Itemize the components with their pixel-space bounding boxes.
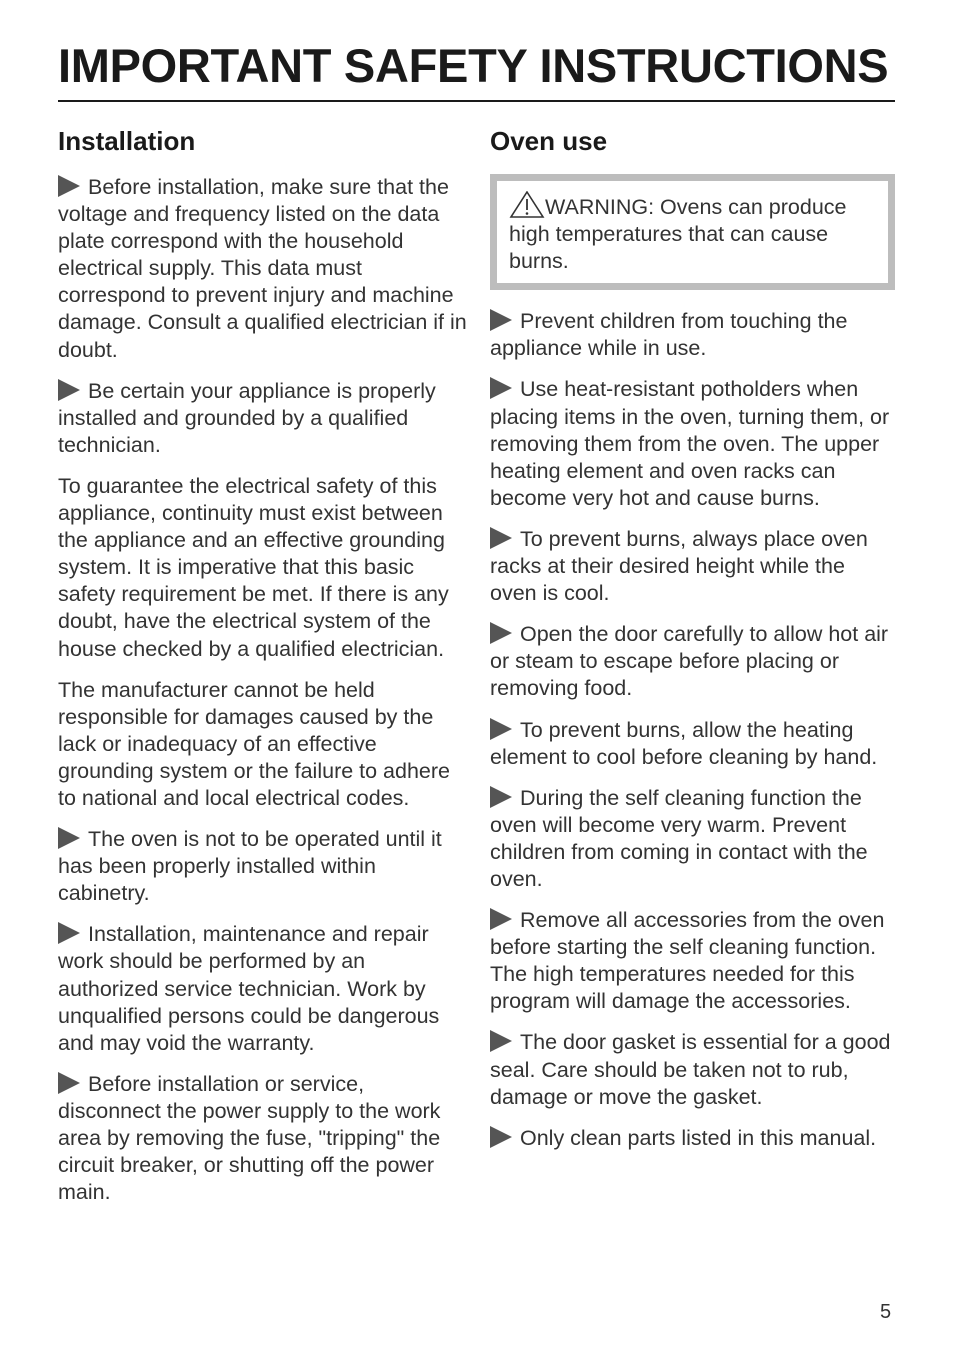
paragraph-text: Before installation or service, disconnect the power supply to the work area by removing the fuse, "tripping" the circuit breaker, or shutting off the power main. [58, 1071, 441, 1205]
oven-use-paragraph [490, 1125, 895, 1152]
paragraph-text: Be certain your appliance is properly installed and grounded by a qualified technician. [58, 378, 436, 457]
paragraph-text: Installation, maintenance and repair work should be performed by an authorized service technician. Work by unqualified persons could be dangerous and may void the warranty. [58, 922, 440, 1055]
bullet-arrow-icon [490, 309, 512, 331]
installation-paragraph [58, 921, 468, 1056]
paragraph-text: Prevent children from touching the appliance while in use. [490, 309, 848, 361]
installation-paragraph [58, 677, 468, 812]
installation-paragraph [58, 826, 468, 907]
paragraph-text: To prevent burns, always place oven racks at their desired height while the oven is cool. [490, 526, 868, 606]
oven-use-paragraph [490, 526, 895, 607]
oven-use-heading: Oven use [490, 126, 608, 156]
bullet-arrow-icon [490, 1126, 512, 1148]
installation-paragraph [58, 174, 468, 364]
installation-column [58, 124, 468, 1220]
oven-use-column [490, 124, 895, 1166]
oven-use-paragraph [490, 1029, 895, 1110]
warning-text [509, 191, 876, 275]
bullet-arrow-icon [490, 718, 512, 740]
paragraph-text: Open the door carefully to allow hot air or steam to escape before placing or removing food. [490, 622, 889, 701]
bullet-arrow-icon [490, 908, 512, 930]
paragraph-text: Only clean parts listed in this manual. [520, 1125, 877, 1150]
paragraph-text: The oven is not to be operated until it has been properly installed within cabinetry. [58, 827, 442, 906]
installation-paragraph [58, 473, 468, 663]
oven-use-paragraph [490, 376, 895, 511]
paragraph-text: The door gasket is essential for a good seal. Care should be taken not to rub, damage or move the gasket. [490, 1030, 891, 1109]
oven-use-paragraph [490, 308, 895, 362]
page-title: IMPORTANT SAFETY INSTRUCTIONS [58, 39, 889, 92]
oven-use-paragraph [490, 717, 895, 771]
paragraph-text: Remove all accessories from the oven before starting the self cleaning function. The high temperatures needed for this program will damage the accessories. [490, 908, 885, 1014]
bullet-arrow-icon [58, 175, 80, 197]
warning-box [490, 174, 895, 290]
bullet-arrow-icon [490, 622, 512, 644]
installation-paragraph [58, 1071, 468, 1206]
paragraph-text: The manufacturer cannot be held responsible for damages caused by the lack or inadequacy of an effective grounding system or the failure to adhere to national and local electrical codes. [58, 677, 451, 810]
bullet-arrow-icon [58, 827, 80, 849]
bullet-arrow-icon [58, 922, 80, 944]
paragraph-text: Before installation, make sure that the voltage and frequency listed on the data plate correspond with the household electrical supply. This data must correspond to prevent injury and machine damage. Consult a qualified electrician if in doubt. [58, 175, 467, 362]
title-divider [58, 100, 895, 102]
bullet-arrow-icon [490, 786, 512, 808]
bullet-arrow-icon [490, 377, 512, 399]
bullet-arrow-icon [490, 1030, 512, 1052]
paragraph-text: To guarantee the electrical safety of this appliance, continuity must exist between the appliance and an effective grounding system. It is imperative that this basic safety requirement be met. If there is any doubt, have the electrical system of the house checked by a qualified electrician. [58, 473, 449, 661]
paragraph-text: Use heat-resistant potholders when placing items in the oven, turning them, or removing them from the oven. The upper heating element and oven racks can become very hot and cause burns. [490, 377, 890, 510]
bullet-arrow-icon [58, 1072, 80, 1094]
oven-use-paragraph [490, 621, 895, 702]
paragraph-text: During the self cleaning function the oven will become very warm. Prevent children from coming in contact with the oven. [490, 785, 868, 891]
bullet-arrow-icon [58, 379, 80, 401]
installation-paragraph [58, 378, 468, 459]
paragraph-text: To prevent burns, allow the heating element to cool before cleaning by hand. [490, 717, 878, 769]
warning-message: WARNING: Ovens can produce high temperatures that can cause burns. [509, 195, 847, 274]
bullet-arrow-icon [490, 527, 512, 549]
installation-heading: Installation [58, 126, 196, 156]
oven-use-paragraph [490, 785, 895, 893]
page-number: 5 [880, 1301, 892, 1323]
warning-triangle-icon [509, 191, 545, 218]
oven-use-paragraph [490, 907, 895, 1015]
